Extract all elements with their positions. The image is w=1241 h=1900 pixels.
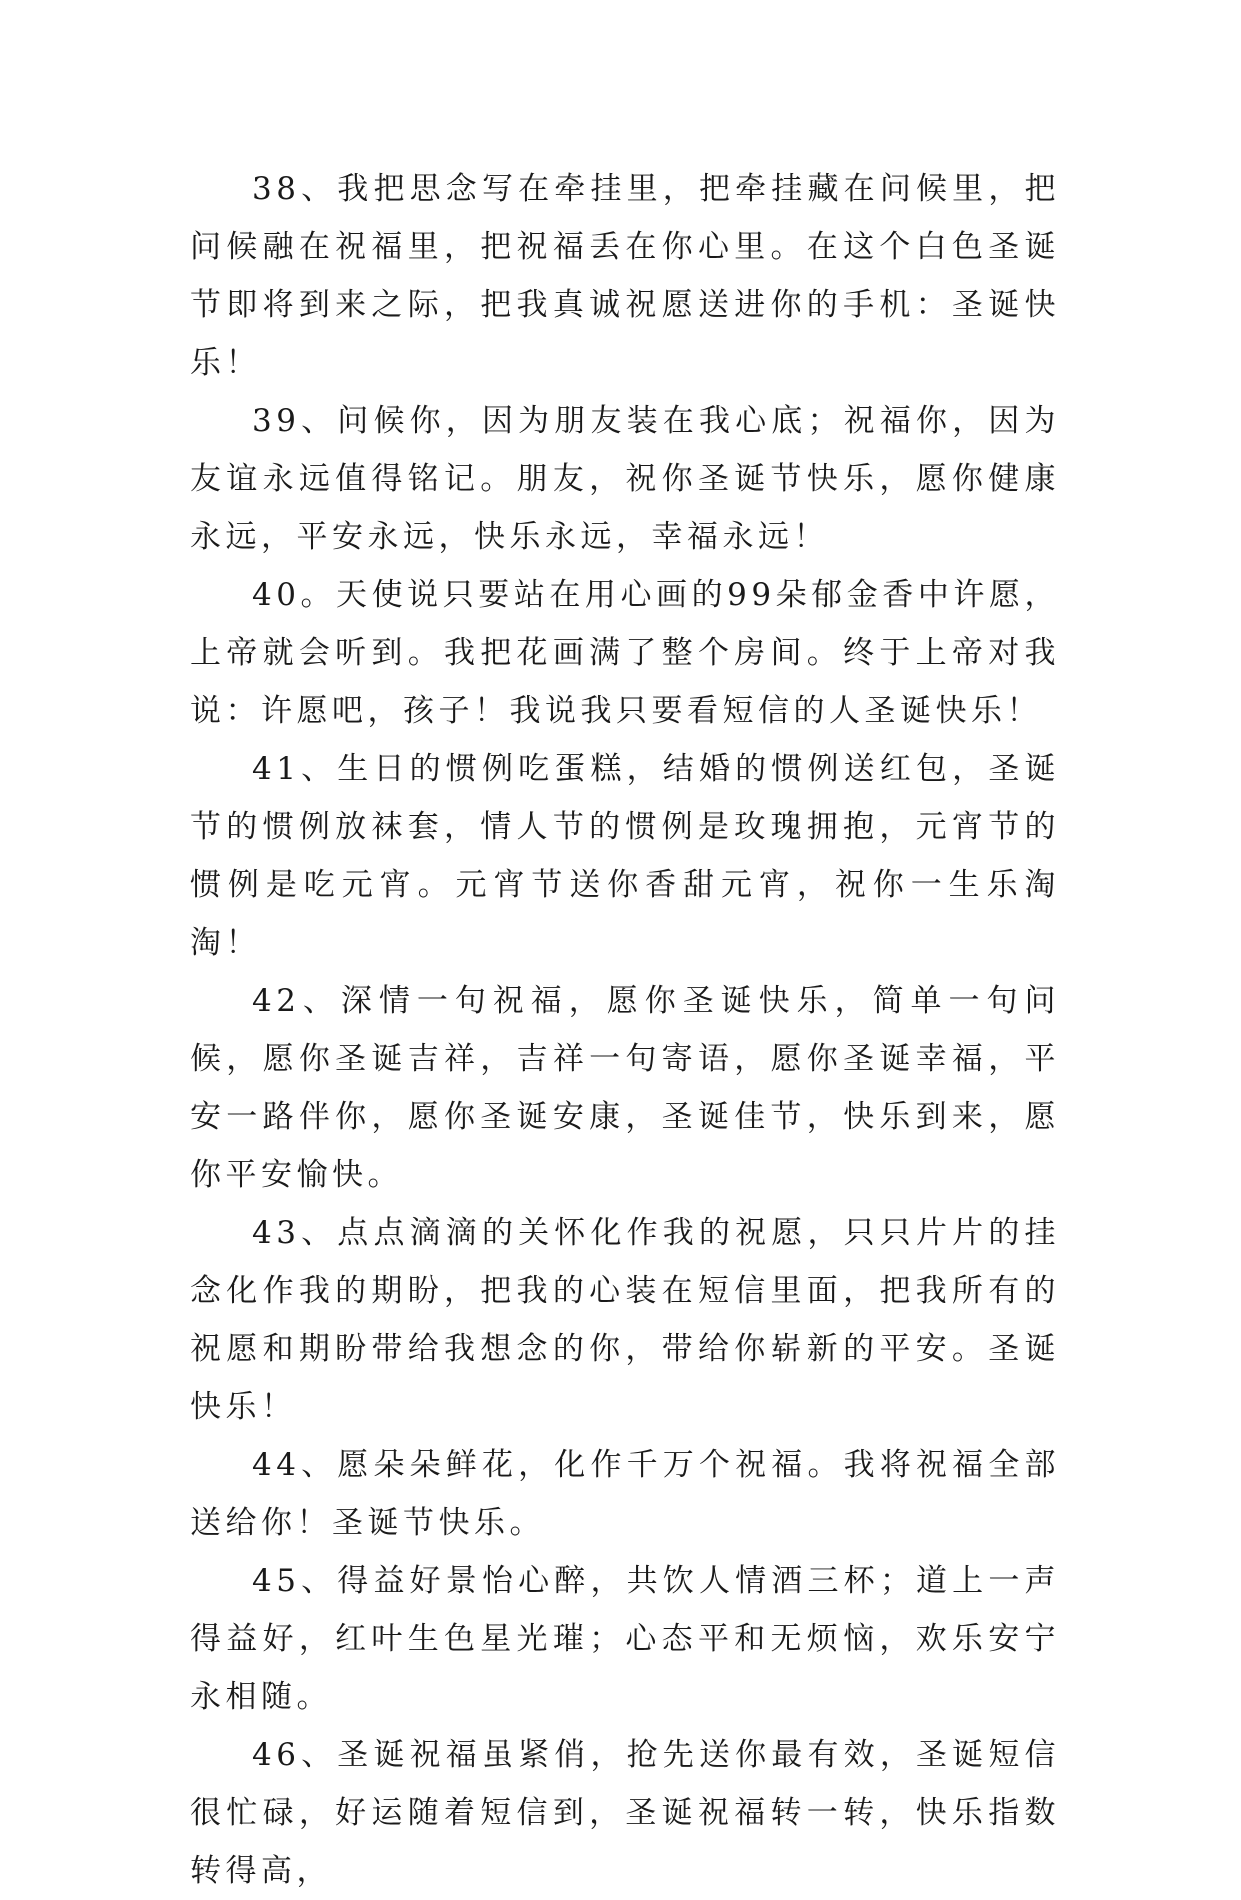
paragraph-43: 43、点点滴滴的关怀化作我的祝愿，只只片片的挂念化作我的期盼，把我的心装在短信里面，把我所有的祝愿和期盼带给我想念的你，带给你崭新的平安。圣诞快乐！ bbox=[190, 1215, 1060, 1425]
paragraph-44: 44、愿朵朵鲜花，化作千万个祝福。我将祝福全部送给你！圣诞节快乐。 bbox=[190, 1447, 1060, 1541]
paragraph-42: 42、深情一句祝福，愿你圣诞快乐，简单一句问候，愿你圣诞吉祥，吉祥一句寄语，愿你圣诞幸福，平安一路伴你，愿你圣诞安康，圣诞佳节，快乐到来，愿你平安愉快。 bbox=[190, 983, 1060, 1193]
document-body bbox=[190, 160, 1060, 1900]
paragraph-41: 41、生日的惯例吃蛋糕，结婚的惯例送红包，圣诞节的惯例放袜套，情人节的惯例是玫瑰拥抱，元宵节的惯例是吃元宵。元宵节送你香甜元宵，祝你一生乐淘淘！ bbox=[190, 751, 1060, 961]
paragraph-45: 45、得益好景怡心醉，共饮人情酒三杯；道上一声得益好，红叶生色星光璀；心态平和无烦恼，欢乐安宁永相随。 bbox=[190, 1563, 1060, 1715]
paragraph-40: 40。天使说只要站在用心画的99朵郁金香中许愿，上帝就会听到。我把花画满了整个房间。终于上帝对我说：许愿吧，孩子！我说我只要看短信的人圣诞快乐！ bbox=[190, 577, 1060, 729]
paragraph-38: 38、我把思念写在牵挂里，把牵挂藏在问候里，把问候融在祝福里，把祝福丢在你心里。在这个白色圣诞节即将到来之际，把我真诚祝愿送进你的手机：圣诞快乐！ bbox=[190, 171, 1060, 381]
paragraph-39: 39、问候你，因为朋友装在我心底；祝福你，因为友谊永远值得铭记。朋友，祝你圣诞节快乐，愿你健康永远，平安永远，快乐永远，幸福永远！ bbox=[190, 403, 1060, 555]
paragraph-46: 46、圣诞祝福虽紧俏，抢先送你最有效，圣诞短信很忙碌，好运随着短信到，圣诞祝福转一转，快乐指数转得高， bbox=[190, 1737, 1060, 1889]
